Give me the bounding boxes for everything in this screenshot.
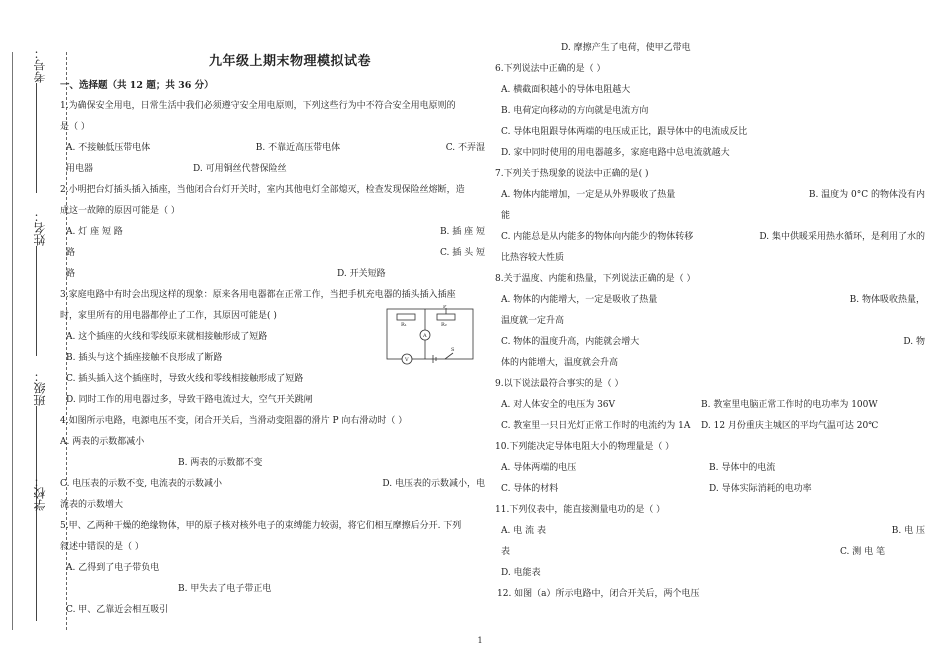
question-7-text: 7.下列关于热现象的说法中正确的是( ) (495, 169, 649, 179)
question-8-options-row-2 (495, 332, 925, 353)
option-b[interactable]: B. 甲失去了电子带正电 (178, 584, 272, 594)
option-b[interactable]: B. 物体吸收热量， (849, 295, 925, 305)
option-c[interactable]: C. 物体的温度升高，内能就会增大 (501, 337, 640, 347)
option-b-cont: 路 (66, 248, 76, 258)
question-7-options-row (495, 185, 925, 206)
option-b[interactable]: B. 两表的示数都不变 (178, 458, 263, 468)
option-b-cont: 能 (501, 211, 511, 221)
option-d[interactable]: D. 物 (903, 337, 925, 347)
name-field[interactable] (30, 210, 50, 360)
option-b[interactable]: B. 电 压 (891, 526, 925, 536)
option-c[interactable]: C. 甲、乙靠近会相互吸引 (66, 605, 169, 615)
question-2-options-row-3 (60, 264, 485, 285)
option-a[interactable]: A. 横截面积越小的导体电阻越大 (501, 85, 631, 95)
option-c-cont: 用电器 (66, 164, 94, 174)
option-a[interactable]: A. 物体内能增加，一定是从外界吸收了热量 (501, 190, 676, 200)
option-d[interactable]: D. 家中同时使用的用电器越多，家庭电路中总电流就越大 (501, 148, 730, 158)
question-3-text: 3.家庭电路中有时会出现这样的现象：原来各用电器都在正常工作，当把手机充电器的插头插入插座 (60, 290, 456, 300)
question-1-options-row (60, 138, 485, 159)
question-1-options-row-2 (60, 159, 485, 180)
question-3-text-cont: 时，家里所有的用电器都停止了工作，其原因可能是( ) (60, 311, 277, 321)
question-11-options-row-2 (495, 542, 925, 563)
option-d[interactable]: D. 可用铜丝代替保险丝 (193, 164, 287, 174)
r2-label: R₂ (441, 322, 447, 328)
option-d[interactable]: D. 开关短路 (337, 269, 386, 279)
option-d-cont: 比热容较大性质 (501, 253, 565, 263)
option-b[interactable]: B. 插 座 短 (439, 227, 485, 237)
circuit-diagram (385, 305, 475, 365)
school-label: 学校： (33, 475, 47, 511)
exam-number-label: 考号： (33, 47, 47, 83)
option-a[interactable]: A. 两表的示数都减小 (60, 437, 145, 447)
voltmeter-label: V (405, 357, 409, 363)
option-a[interactable]: A. 不接触低压带电体 (66, 143, 151, 153)
option-d[interactable]: D. 摩擦产生了电荷，使甲乙带电 (561, 43, 691, 53)
question-10-text: 10.下列能决定导体电阻大小的物理量是（ ） (495, 442, 675, 452)
name-label: 姓名： (33, 210, 47, 246)
question-12-text: 12. 如图（a）所示电路中，闭合开关后，两个电压 (497, 589, 700, 599)
resistor-r1 (397, 314, 415, 320)
option-b[interactable]: B. 电荷定向移动的方向就是电流方向 (501, 106, 649, 116)
option-d-cont: 流表的示数增大 (60, 500, 124, 510)
question-11-text: 11.下列仪表中，能直接测量电功的是（ ） (495, 505, 666, 515)
question-7-options-row-2 (495, 227, 925, 248)
option-a[interactable]: A. 这个插座的火线和零线原来就相接触形成了短路 (66, 332, 268, 342)
option-c[interactable]: C. 导体的材料 (501, 484, 559, 494)
r1-label: R₁ (401, 322, 407, 328)
option-b[interactable]: B. 教室里电脑正常工作时的电功率为 100W (701, 400, 878, 410)
exam-title: 九年级上期末物理模拟试卷 (208, 54, 371, 69)
class-label: 班级： (33, 370, 47, 406)
p-label: P (443, 305, 447, 310)
option-c[interactable]: C. 不弄湿 (445, 143, 485, 153)
option-a[interactable]: A. 电 流 表 (501, 526, 546, 536)
option-b[interactable]: B. 不靠近高压带电体 (255, 143, 341, 153)
option-d[interactable]: D. 集中供暖采用热水循环，是利用了水的 (759, 232, 925, 242)
question-2-text: 2.小明把台灯插头插入插座，当他闭合台灯开关时，室内其他电灯全部熄灭，检查发现保险丝熔断，造 (60, 185, 465, 195)
question-10-options-row-2 (495, 479, 925, 500)
option-b[interactable]: B. 温度为 0°C 的物体没有内 (808, 190, 925, 200)
question-5-text-cont: 叙述中错误的是（ ） (60, 542, 144, 552)
switch-label: S (451, 347, 455, 353)
option-b[interactable]: B. 插头与这个插座接触不良形成了断路 (66, 353, 223, 363)
option-a[interactable]: A. 物体的内能增大，一定是吸收了热量 (501, 295, 658, 305)
margin-border (12, 52, 13, 630)
option-c[interactable]: C. 插 头 短 (439, 248, 485, 258)
question-9-options-row-2 (495, 416, 925, 437)
option-b[interactable]: B. 导体中的电流 (709, 463, 776, 473)
question-2-options-row-2 (60, 243, 485, 264)
option-a[interactable]: A. 乙得到了电子带负电 (66, 563, 160, 573)
option-b-cont: 温度就一定升高 (501, 316, 565, 326)
option-d[interactable]: D. 同时工作的用电器过多，导致干路电流过大，空气开关跳闸 (66, 395, 313, 405)
option-c[interactable]: C. 插头插入这个插座时，导致火线和零线相接触形成了短路 (66, 374, 304, 384)
page-number: 1 (477, 636, 483, 645)
question-9-options-row (495, 395, 925, 416)
option-a[interactable]: A. 对人体安全的电压为 36V (501, 400, 616, 410)
option-d[interactable]: D. 导体实际消耗的电功率 (709, 484, 812, 494)
question-11-options-row (495, 521, 925, 542)
option-c[interactable]: C. 测 电 笔 (839, 547, 885, 557)
option-c[interactable]: C. 电压表的示数不变, 电流表的示数减小 (60, 479, 223, 489)
section-heading: 一、选择题（共 12 题；共 36 分） (60, 80, 214, 91)
option-d[interactable]: D. 电能表 (501, 568, 541, 578)
option-c[interactable]: C. 教室里一只日光灯正常工作时的电流约为 1A (501, 421, 691, 431)
question-2-options-row (60, 222, 485, 243)
question-9-text: 9.以下说法最符合事实的是（ ） (495, 379, 624, 389)
question-8-text: 8.关于温度、内能和热量，下列说法正确的是（ ） (495, 274, 696, 284)
question-6-text: 6.下列说法中正确的是（ ） (495, 64, 606, 74)
question-10-options-row (495, 458, 925, 479)
right-column (495, 38, 925, 605)
option-c[interactable]: C. 内能总是从内能多的物体向内能少的物体转移 (501, 232, 694, 242)
resistor-r2 (437, 314, 455, 320)
question-1-text: 1.为确保安全用电，日常生活中我们必须遵守安全用电原则，下列这些行为中不符合安全用电原则的 (60, 101, 456, 111)
question-4-text: 4.如图所示电路，电源电压不变，闭合开关后，当滑动变阻器的滑片 P 向右滑动时（ ） (60, 416, 408, 426)
option-d-cont: 体的内能增大，温度就会升高 (501, 358, 619, 368)
option-d[interactable]: D. 12 月份重庆主城区的平均气温可达 20℃ (701, 421, 879, 431)
option-a[interactable]: A. 灯 座 短 路 (66, 227, 123, 237)
option-a[interactable]: A. 导体两端的电压 (501, 463, 577, 473)
option-d[interactable]: D. 电压表的示数减小，电 (382, 479, 485, 489)
school-field[interactable] (30, 475, 50, 625)
option-c[interactable]: C. 导体电阻跟导体两端的电压成正比，跟导体中的电流成反比 (501, 127, 748, 137)
question-4-options-row (60, 474, 485, 495)
question-8-options-row (495, 290, 925, 311)
option-b-cont: 表 (501, 547, 511, 557)
option-c-cont: 路 (66, 269, 76, 279)
ammeter-label: A (423, 333, 427, 339)
question-5-text: 5.甲、乙两种干燥的绝缘物体，甲的原子核对核外电子的束缚能力较弱，将它们相互摩擦后分开. 下列 (60, 521, 462, 531)
question-1-text-cont: 是（ ） (60, 122, 90, 132)
exam-number-field[interactable] (30, 47, 50, 197)
question-2-text-cont: 成这一故障的原因可能是（ ） (60, 206, 180, 216)
